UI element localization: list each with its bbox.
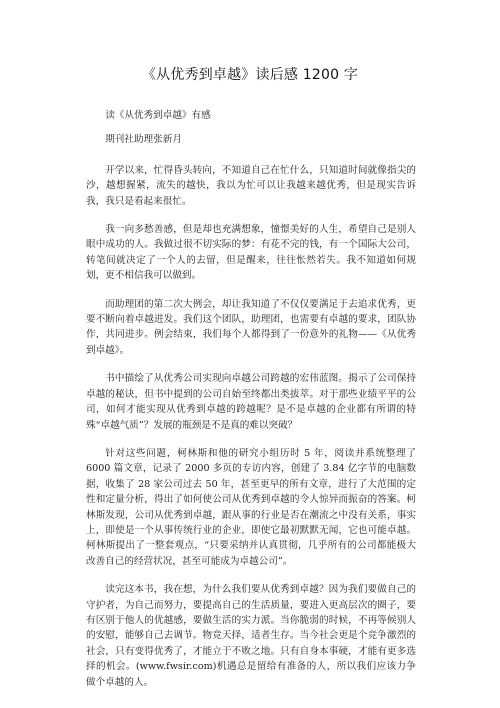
document-body — [86, 108, 416, 690]
author-line: 期刊社助理张新月 — [105, 134, 182, 146]
paragraph: 读完这本书，我在想，为什么我们要从优秀到卓越？因为我们要做自己的守护者，为自己而努力，要提高自己的生活质量，要进入更高层次的圈子，要有区别于他人的优越感，要做生活的实力派。当你脆弱的时候，不再等候别人的安慰，能够自己去调节。物竞天择，适者生存。当今社会更是个竞争激烈的社会，只有变得优秀了，才能立于不败之地。只有自身本事硬，才能有更多选择的机会。(www.fwsir.com)机遇总是留给有准备的人，所以我们应该力争做个卓越的人。 — [86, 584, 416, 688]
document-title: 《从优秀到卓越》读后感 1200 字 — [141, 67, 359, 83]
paragraph: 书中描绘了从优秀公司实现向卓越公司跨越的宏伟蓝图。揭示了公司保持卓越的秘诀，但书中提到的公司自始至终都出类拔萃。对于那些业绩平平的公司，如何才能实现从优秀到卓越的跨越呢？是不是卓越的企业都有所谓的特殊“卓越气质”？发展的瓶颈是不是真的难以突破？ — [86, 373, 416, 431]
document-subtitle: 读《从优秀到卓越》有感 — [105, 110, 211, 121]
paragraph: 而助理团的第二次大例会，却让我知道了不仅仅要满足于去追求优秀，更要不断向着卓越进发。我们这个团队，助理团，也需要有卓越的要求，团队协作，共同进步。例会结束，我们每个人都得到了一份意外的礼物——《从优秀到卓越》。 — [86, 298, 416, 356]
paragraph: 开学以来，忙得昏头转向，不知道自己在忙什么，只知道时间就像指尖的沙，越想握紧，流失的越快，我以为忙可以让我越来越优秀，但是现实告诉我，我只是看起来很忙。 — [86, 164, 416, 207]
paragraph: 针对这些问题，柯林斯和他的研究小组历时 5 年，阅读并系统整理了 6000 篇文章，记录了 2000 多页的专访内容，创建了 3.84 亿字节的电脑数据，收集了 28 家公司过去 50 年，甚至更早的所有文章，进行了大范围的定性和定量分析，得出了如何使公司从优秀到卓越的令人惊异而振奋的答案。柯林斯发现，公司从优秀到卓越，跟从事的行业是否在潮流之中没有关系，事实上，即使是一个从事传统行业的企业，即使它最初默默无闻，它也可能卓越。柯林斯提出了一整套观点，“只要采纳并认真贯彻，几乎所有的公司都能极大改善自己的经营状况，甚至可能成为卓越公司”。 — [86, 447, 416, 567]
paragraph: 我一向多愁善感，但是却也充满想象，憧憬美好的人生，希望自己是别人眼中成功的人。我做过很不切实际的梦：有花不完的钱，有一个国际大公司，转笔间就决定了一个人的去留，但是醒来，往往怅然若失。我不知道如何规划，更不相信我可以做到。 — [86, 224, 416, 282]
